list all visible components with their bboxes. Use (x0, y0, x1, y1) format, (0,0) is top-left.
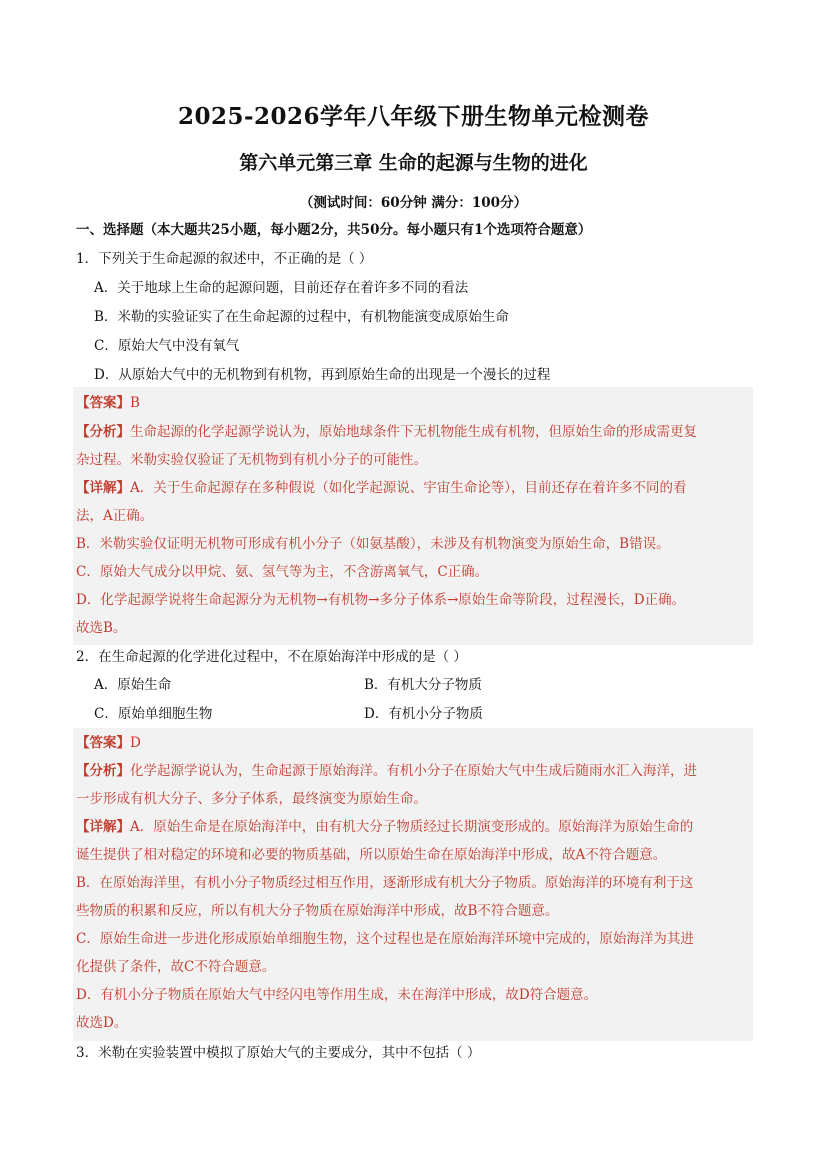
detail-text: A．关于生命起源存在多种假说（如化学起源说、宇宙生命论等），目前还存在着许多不同的看 (130, 480, 687, 496)
question-2-analysis-cont: 一步形成有机大分子、多分子体系，最终演变为原始生命。 (76, 791, 427, 807)
question-1-answer (76, 389, 140, 417)
question-2-stem: 2．在生命起源的化学进化过程中，不在原始海洋中形成的是（ ） (76, 649, 467, 665)
question-2-answer (76, 729, 141, 757)
question-2-option-c: C．原始单细胞生物 (94, 706, 213, 722)
analysis-text: 化学起源学说认为，生命起源于原始海洋。有机小分子在原始大气中生成后随雨水汇入海洋，进 (130, 763, 697, 779)
answer-value: D (130, 735, 141, 751)
question-1-option-a: A．关于地球上生命的起源问题，目前还存在着许多不同的看法 (94, 280, 469, 296)
analysis-tag: 【分析】 (76, 424, 130, 440)
detail-tag: 【详解】 (76, 819, 130, 835)
page-title: 2025-2026学年八年级下册生物单元检测卷 (177, 103, 650, 130)
question-1-analysis-cont: 杂过程。米勒实验仅验证了无机物到有机小分子的可能性。 (76, 452, 427, 468)
question-2-option-d: D．有机小分子物质 (364, 706, 483, 722)
question-1-conclusion: 故选B。 (76, 620, 127, 636)
question-1-stem: 1．下列关于生命起源的叙述中，不正确的是（ ） (76, 251, 373, 267)
question-1-detail-c: C．原始大气成分以甲烷、氨、氢气等为主，不含游离氧气，C正确。 (76, 564, 489, 580)
question-2-option-b: B．有机大分子物质 (364, 677, 482, 693)
question-2-conclusion: 故选D。 (76, 1015, 128, 1031)
section-heading: 一、选择题（本大题共25小题，每小题2分，共50分。每小题只有1个选项符合题意） (76, 222, 592, 238)
question-2-detail-c-cont: 化提供了条件，故C不符合题意。 (76, 959, 276, 975)
analysis-tag: 【分析】 (76, 763, 130, 779)
answer-value: B (130, 395, 140, 411)
detail-text: A．原始生命是在原始海洋中，由有机大分子物质经过长期演变形成的。原始海洋为原始生命的 (130, 819, 694, 835)
question-1-detail-a-cont: 法，A正确。 (76, 508, 154, 524)
question-2-option-a: A．原始生命 (94, 677, 172, 693)
question-2-detail-b-cont: 些物质的积累和反应，所以有机大分子物质在原始海洋中形成，故B不符合题意。 (76, 903, 559, 919)
question-2-detail-b: B．在原始海洋里，有机小分子物质经过相互作用，逐渐形成有机大分子物质。原始海洋的环境有利于这 (76, 875, 694, 891)
question-2-detail-d: D．有机小分子物质在原始大气中经闪电等作用生成，未在海洋中形成，故D符合题意。 (76, 987, 598, 1003)
question-2-detail-a-cont: 诞生提供了相对稳定的环境和必要的物质基础，所以原始生命在原始海洋中形成，故A不符合题意。 (76, 847, 667, 863)
question-1-analysis (76, 418, 697, 446)
question-1-detail-b: B．米勒实验仅证明无机物可形成有机小分子（如氨基酸），未涉及有机物演变为原始生命，B错误。 (76, 536, 670, 552)
question-2-detail-c: C．原始生命进一步进化形成原始单细胞生物，这个过程也是在原始海洋环境中完成的，原始海洋为其进 (76, 931, 694, 947)
question-1-option-b: B．米勒的实验证实了在生命起源的过程中，有机物能演变成原始生命 (94, 309, 509, 325)
question-1-option-d: D．从原始大气中的无机物到有机物，再到原始生命的出现是一个漫长的过程 (94, 367, 551, 383)
answer-tag: 【答案】 (76, 395, 130, 411)
question-3-stem: 3．米勒在实验装置中模拟了原始大气的主要成分，其中不包括（ ） (76, 1045, 481, 1061)
page-subtitle: 第六单元第三章 生命的起源与生物的进化 (239, 152, 588, 174)
question-2-analysis (76, 757, 697, 785)
question-1-option-c: C．原始大气中没有氧气 (94, 338, 240, 354)
analysis-text: 生命起源的化学起源学说认为，原始地球条件下无机物能生成有机物，但原始生命的形成需更复 (130, 424, 697, 440)
detail-tag: 【详解】 (76, 480, 130, 496)
question-2-detail-a (76, 813, 693, 841)
answer-tag: 【答案】 (76, 735, 130, 751)
question-1-detail-d: D．化学起源学说将生命起源分为无机物→有机物→多分子体系→原始生命等阶段，过程漫长，D正确。 (76, 592, 686, 608)
question-1-detail-a (76, 474, 687, 502)
exam-meta: （测试时间：60分钟 满分：100分） (299, 195, 528, 211)
